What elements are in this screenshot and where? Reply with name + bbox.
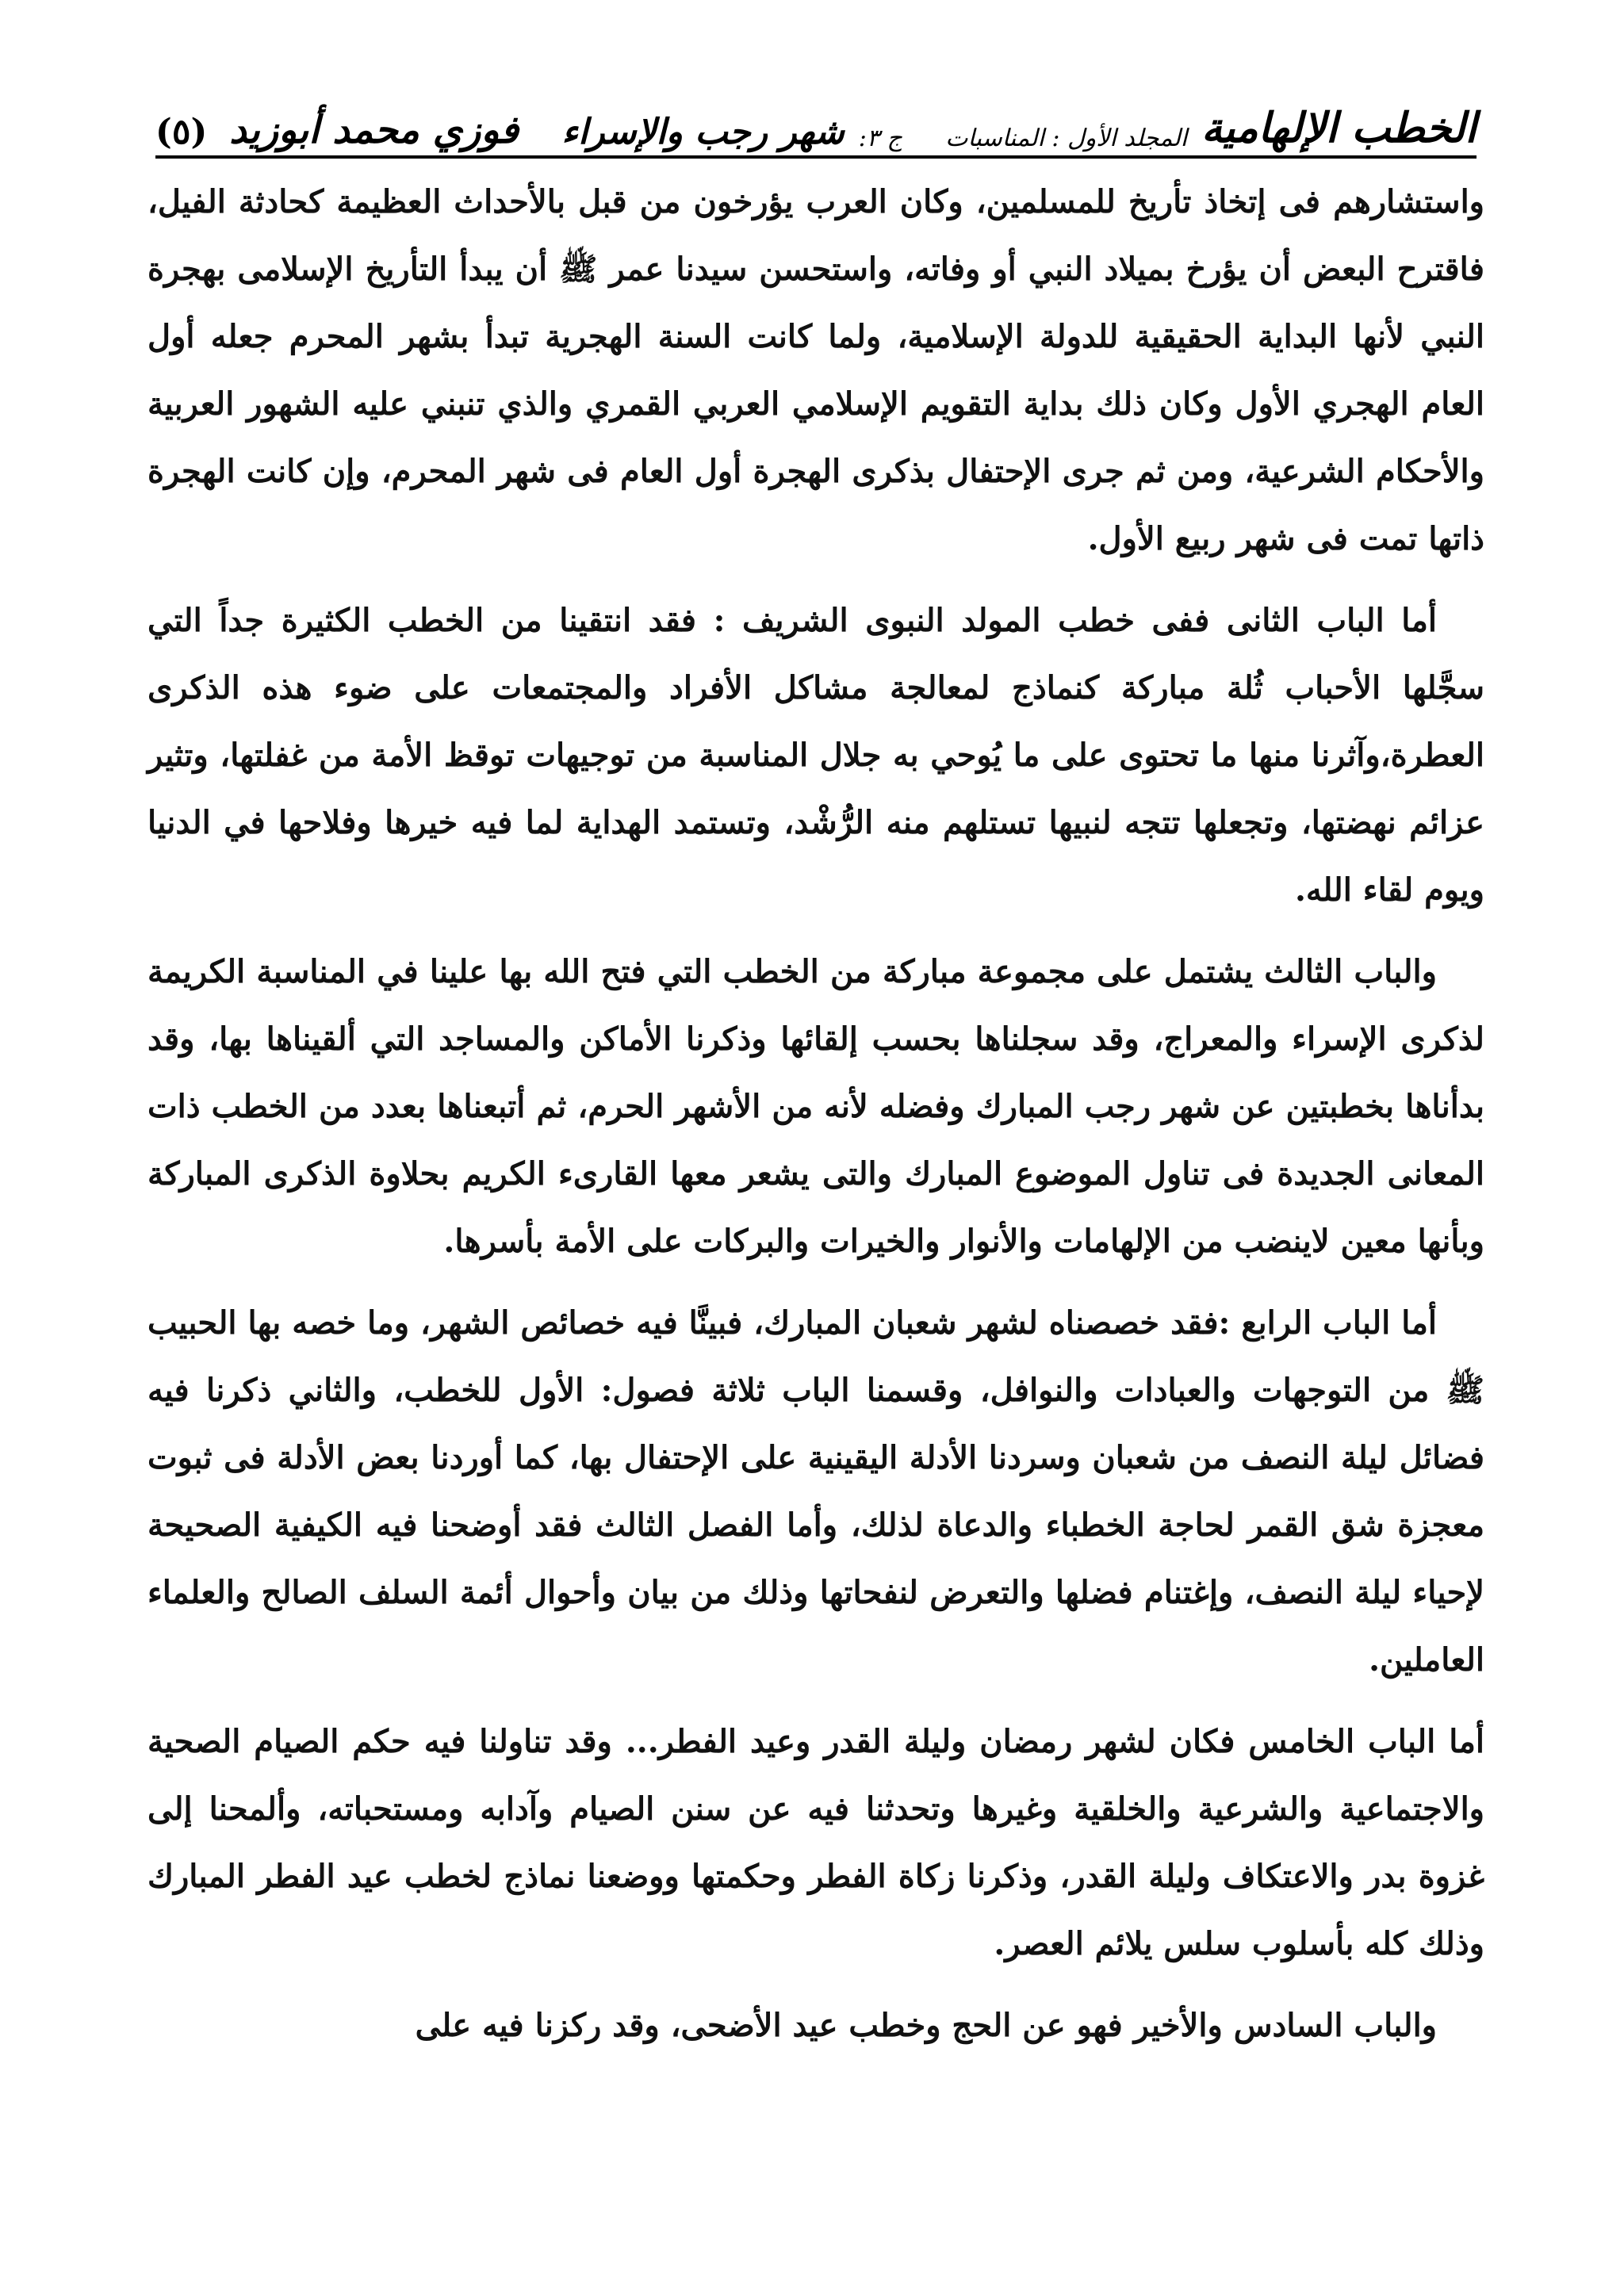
paragraph-3: والباب الثالث يشتمل على مجموعة مباركة من الخطب التي فتح الله بها علينا في المناسبة الكريمة لذكرى الإسراء والمعراج، وقد سجلناها بحسب إلقائها وذكرنا الأماكن والمساجد التي ألقيناها بها، وقد بدأناها بخطبتين عن شهر رجب المبارك وفضله لأنه من الأشهر الحرم، ثم أتبعناها بعدد من الخطب ذات المعانى الجديدة فى تناول الموضوع المبارك والتى يشعر معها القارىء الكريم بحلاوة الذكرى المباركة وبأنها معين لاينضب من الإلهامات والأنوار والخيرات والبركات على الأمة بأسرها. [147,953,1484,1260]
paragraph-4: أما الباب الرابع :فقد خصصناه لشهر شعبان المبارك، فبينَّا فيه خصائص الشهر، وما خصه بها الحبيب ﷺ من التوجهات والعبادات والنوافل، وقسمنا الباب ثلاثة فصول: الأول للخطب، والثاني ذكرنا فيه فضائل ليلة النصف من شعبان وسردنا الأدلة اليقينية على الإحتفال بها، كما أوردنا بعض الأدلة فى ثبوت معجزة شق القمر لحاجة الخطباء والدعاة لذلك، وأما الفصل الثالث فقد أوضحنا فيه الكيفية الصحيحة لإحياء ليلة النصف، وإغتنام فضلها والتعرض لنفحاتها وذلك من بيان وأحوال أئمة السلف الصالح والعلماء العاملين. [147,1304,1484,1679]
volume-label: المجلد الأول : المناسبات [945,124,1188,152]
header-chapter-info [561,112,902,152]
paragraph-5: أما الباب الخامس فكان لشهر رمضان وليلة القدر وعيد الفطر... وقد تناولنا فيه حكم الصيام الصحية والاجتماعية والشرعية والخلقية وغيرها وتحدثنا فيه عن سنن الصيام وآدابه ومستحباته، وألمحنا إلى غزوة بدر والاعتكاف وليلة القدر، وذكرنا زكاة الفطر وحكمتها ووضعنا نماذج لخطب عيد الفطر المبارك وذلك كله بأسلوب سلس يلائم العصر. [147,1723,1484,1962]
book-title: الخطب الإلهامية [1201,104,1477,152]
author-name: فوزي محمد أبوزيد [229,108,519,152]
page-number: (٥) [155,112,208,152]
part-label: ج ٣: [858,124,902,152]
header-book-info [945,104,1477,152]
chapter-title: شهر رجب والإسراء [561,112,845,152]
header-divider [155,155,1477,159]
paragraph-6: والباب السادس والأخير فهو عن الحج وخطب عيد الأضحى، وقد ركزنا فيه على [415,2007,1437,2044]
paragraph-2: أما الباب الثانى ففى خطب المولد النبوى الشريف : فقد انتقينا من الخطب الكثيرة جداً التي سجَّلها الأحباب ثُلة مباركة كنماذج لمعالجة مشاكل الأفراد والمجتمعات على ضوء هذه الذكرى العطرة،وآثرنا منها ما تحتوى على ما يُوحي به جلال المناسبة من توجيهات توقظ الأمة من غفلتها، وتثير عزائم نهضتها، وتجعلها تتجه لنبيها تستلهم منه الرُّشْد، وتستمد الهداية لما فيه خيرها وفلاحها في الدنيا ويوم لقاء الله. [147,602,1484,909]
body-text [147,168,1484,2059]
running-header [155,89,1477,152]
paragraph-1: واستشارهم فى إتخاذ تأريخ للمسلمين، وكان العرب يؤرخون من قبل بالأحداث العظيمة كحادثة الفيل، فاقترح البعض أن يؤرخ بميلاد النبي أو وفاته، واستحسن سيدنا عمر ﷺ أن يبدأ التأريخ الإسلامى بهجرة النبي لأنها البداية الحقيقية للدولة الإسلامية، ولما كانت السنة الهجرية تبدأ بشهر المحرم جعله أول العام الهجري الأول وكان ذلك بداية التقويم الإسلامي العربي القمري والذي تنبني عليه الشهور العربية والأحكام الشرعية، ومن ثم جرى الإحتفال بذكرى الهجرة أول العام فى شهر المحرم، وإن كانت الهجرة ذاتها تمت فى شهر ربيع الأول. [147,183,1484,557]
header-author-info [155,108,519,152]
